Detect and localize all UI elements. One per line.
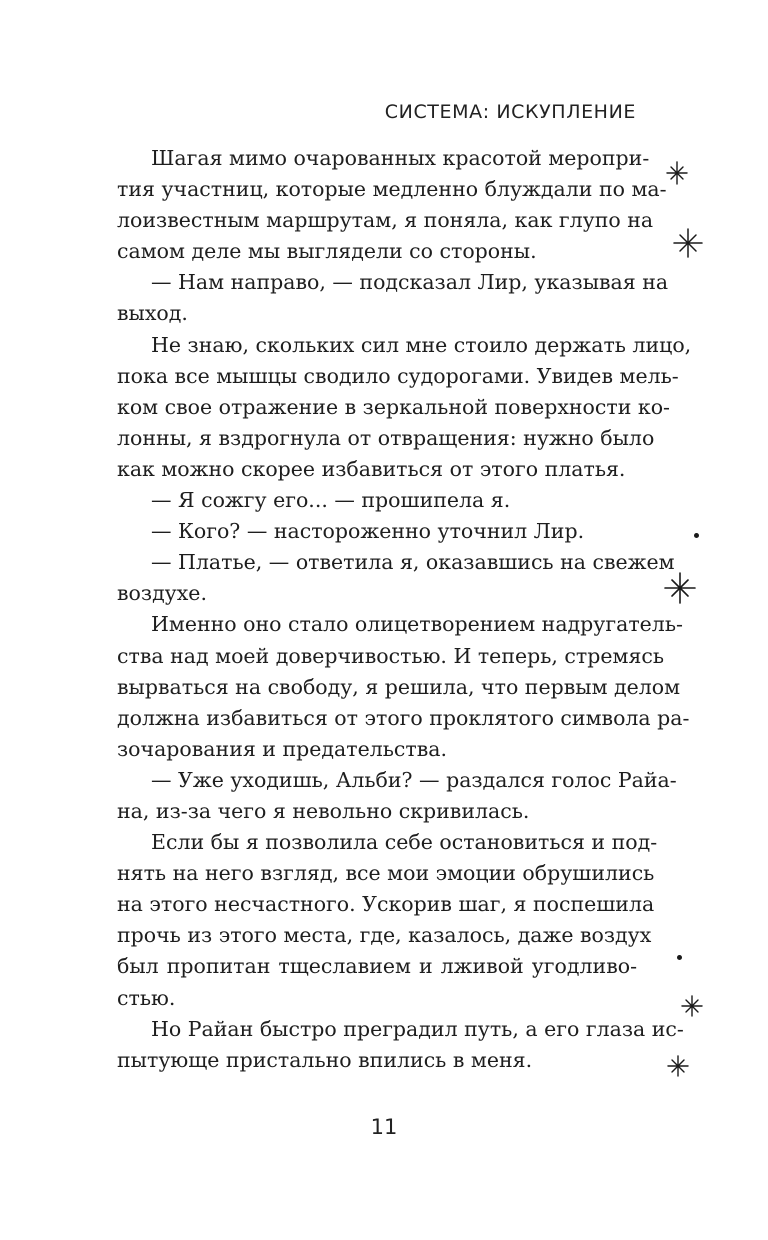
text-line: — Платье, — ответила я, оказавшись на свежем (151, 550, 675, 575)
text-line: — Кого? — настороженно уточнил Лир. (151, 519, 585, 544)
text-line: тия участниц, которые медленно блуждали по ма- (117, 177, 667, 202)
text-line: воздухе. (117, 581, 207, 606)
text-line: нять на него взгляд, все мои эмоции обрушились (117, 861, 655, 886)
running-title: СИСТЕМА: ИСКУПЛЕНИЕ (384, 101, 636, 123)
text-line: зочарования и предательства. (117, 736, 448, 761)
dot-ornament (677, 955, 682, 960)
text-line: как можно скорее избавиться от этого платья. (117, 456, 626, 481)
sparkle-star-icon (665, 161, 689, 185)
sparkle-star-icon (673, 228, 703, 258)
text-line: ства над моей доверчивостью. И теперь, стремясь (117, 643, 665, 668)
text-line: стью. (117, 985, 176, 1010)
text-line: выход. (117, 301, 188, 326)
text-line: на этого несчастного. Ускорив шаг, я поспешила (117, 892, 655, 917)
text-line: Но Райан быстро преградил путь, а его глаза ис- (151, 1016, 684, 1041)
text-line: должна избавиться от этого проклятого символа ра- (117, 705, 690, 730)
sparkle-star-icon (664, 572, 696, 604)
text-line: пытующе пристально впились в меня. (117, 1047, 533, 1072)
sparkle-star-icon (667, 1055, 689, 1077)
dot-ornament (694, 533, 699, 538)
text-line: на, из-за чего я невольно скривилась. (117, 798, 530, 823)
text-line: — Уже уходишь, Альби? — раздался голос Райа- (151, 767, 677, 792)
text-line: пока все мышцы сводило судорогами. Увидев мель- (117, 363, 679, 388)
text-line: лоизвестным маршрутам, я поняла, как глупо на (117, 208, 654, 233)
text-line: лонны, я вздрогнула от отвращения: нужно было (117, 425, 655, 450)
text-line: Если бы я позволила себе остановиться и под- (151, 830, 658, 855)
text-line: самом деле мы выглядели со стороны. (117, 239, 537, 264)
text-line: ком свое отражение в зеркальной поверхности ко- (117, 394, 670, 419)
text-line: Не знаю, скольких сил мне стоило держать лицо, (151, 332, 692, 357)
text-line: — Нам направо, — подсказал Лир, указывая на (151, 270, 669, 295)
sparkle-star-icon (681, 995, 703, 1017)
page-number: 11 (370, 1115, 398, 1139)
text-line: прочь из этого места, где, казалось, даже воздух (117, 923, 652, 948)
text-line: был пропитан тщеславием и лживой угодливо- (117, 954, 637, 979)
body-text (117, 143, 692, 1076)
text-line: вырваться на свободу, я решила, что первым делом (117, 674, 681, 699)
text-line: Шагая мимо очарованных красотой меропри- (151, 146, 650, 170)
text-line: Именно оно стало олицетворением надругатель- (151, 612, 683, 637)
text-line: — Я сожгу его... — прошипела я. (151, 488, 511, 513)
